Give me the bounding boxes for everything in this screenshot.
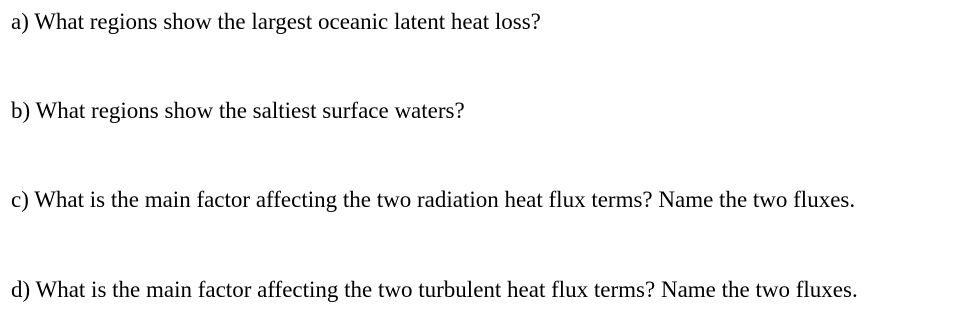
question-d: d) What is the main factor affecting the two turbulent heat flux terms? Name the two fluxes. (11, 277, 858, 302)
question-b: b) What regions show the saltiest surface waters? (11, 98, 465, 123)
question-a: a) What regions show the largest oceanic latent heat loss? (11, 9, 541, 34)
question-c: c) What is the main factor affecting the two radiation heat flux terms? Name the two fluxes. (11, 187, 856, 212)
